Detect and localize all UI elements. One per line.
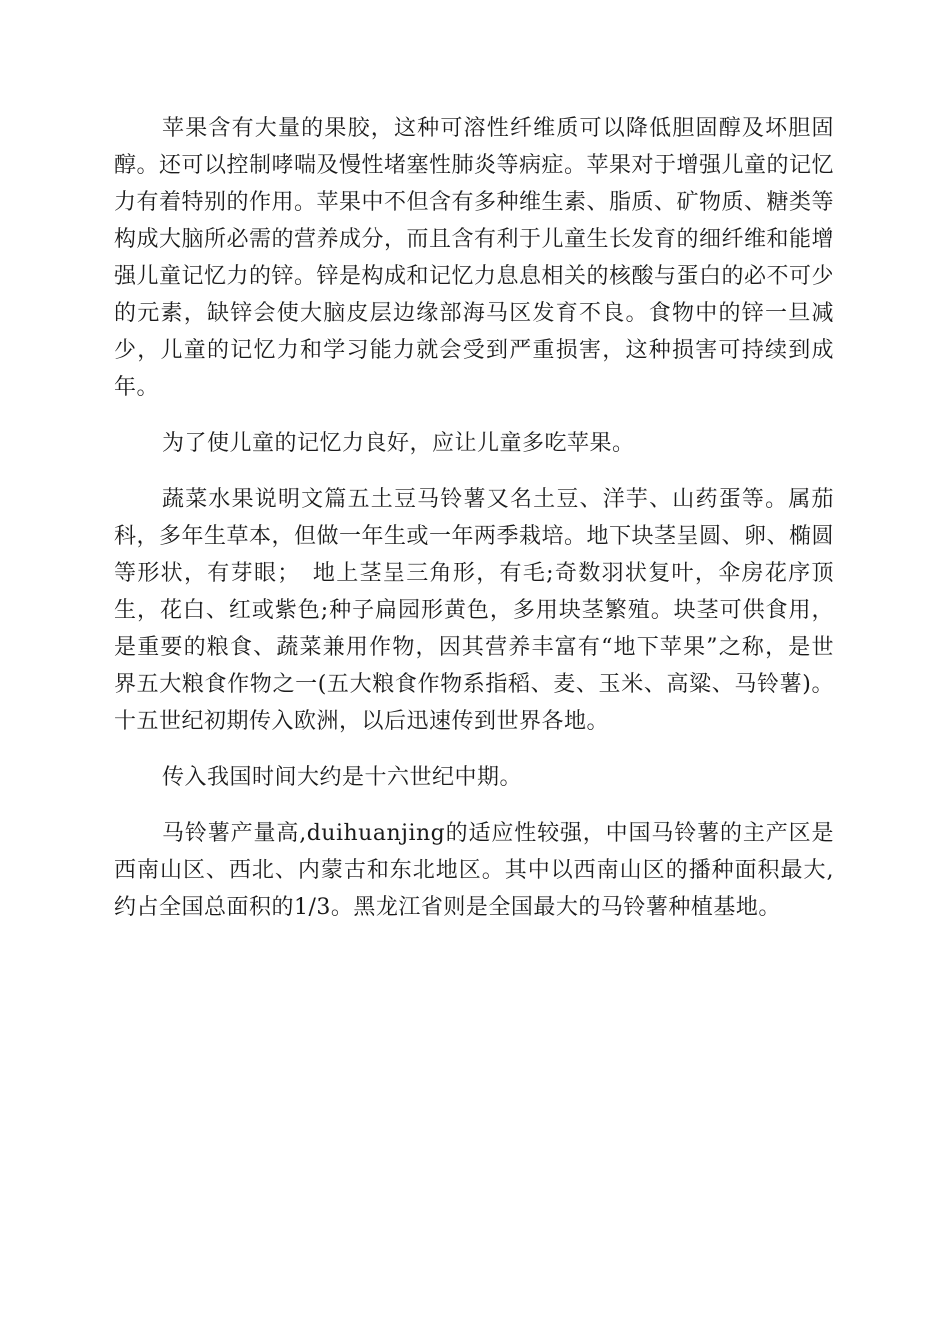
paragraph-apple-advice: 为了使儿童的记忆力良好，应让儿童多吃苹果。: [162, 431, 635, 456]
document-body: [114, 110, 834, 945]
paragraph-apple-pectin: 苹果含有大量的果胶，这种可溶性纤维质可以降低胆固醇及坏胆固醇。还可以控制哮喘及慢性堵塞性肺炎等病症。苹果对于增强儿童的记忆力有着特别的作用。苹果中不但含有多种维生素、脂质、矿物质、糖类等构成大脑所必需的营养成分，而且含有利于儿童生长发育的细纤维和能增强儿童记忆力的锌。锌是构成和记忆力息息相关的核酸与蛋白的必不可少的元素，缺锌会使大脑皮层边缘部海马区发育不良。食物中的锌一旦减少，儿童的记忆力和学习能力就会受到严重损害，这种损害可持续到成年。: [114, 116, 835, 400]
paragraph-potato-production: 马铃薯产量高,duihuanjing的适应性较强，中国马铃薯的主产区是西南山区、西北、内蒙古和东北地区。其中以西南山区的播种面积最大,约占全国总面积的1/3。黑龙江省则是全国最大的马铃薯种植基地。: [114, 821, 834, 920]
paragraph-potato-description: 蔬菜水果说明文篇五土豆马铃薯又名土豆、洋芋、山药蛋等。属茄科，多年生草本，但做一年生或一年两季栽培。地下块茎呈圆、卵、椭圆等形状，有芽眼； 地上茎呈三角形，有毛;奇数羽状复叶，伞房花序顶生，花白、红或紫色;种子扁园形黄色，多用块茎繁殖。块茎可供食用，是重要的粮食、蔬菜兼用作物，因其营养丰富有“地下苹果”之称，是世界五大粮食作物之一(五大粮食作物系指稻、麦、玉米、高粱、马铃薯)。十五世纪初期传入欧洲，以后迅速传到世界各地。: [114, 487, 835, 734]
paragraph-potato-introduction: 传入我国时间大约是十六世纪中期。: [162, 765, 523, 790]
